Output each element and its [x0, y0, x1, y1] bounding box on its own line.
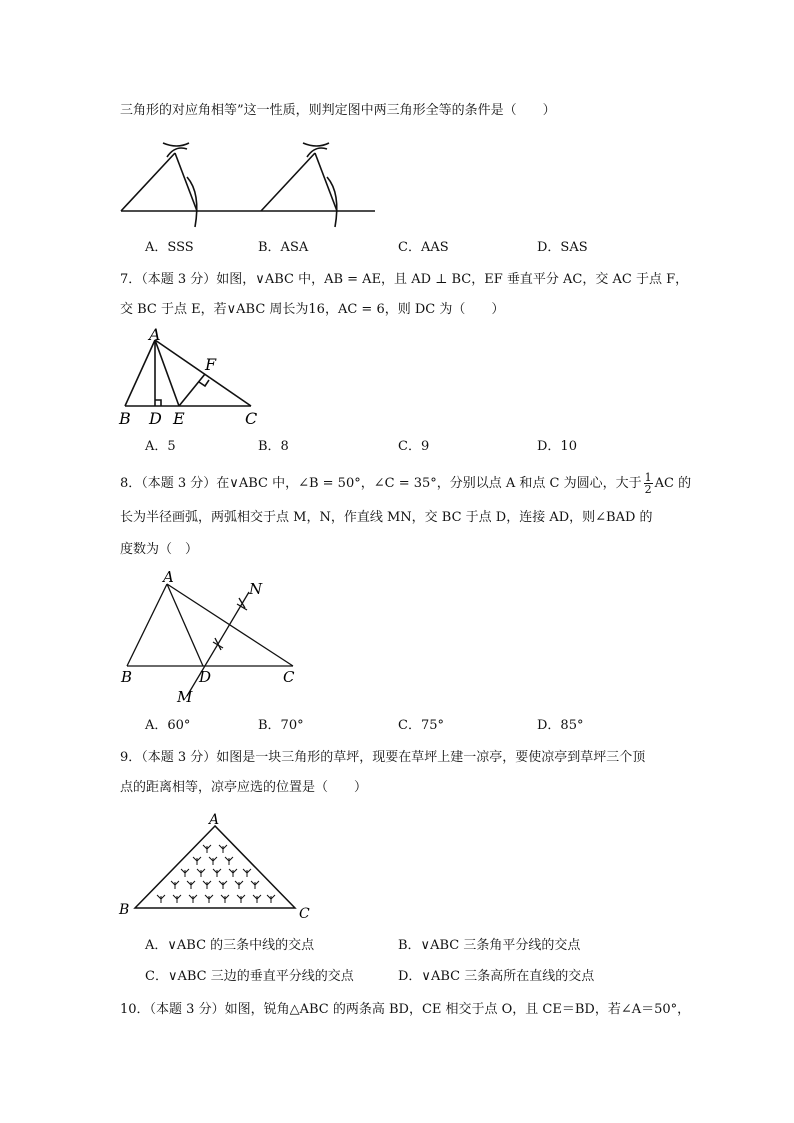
q6-figure: [115, 135, 380, 230]
q9-stem-line2: 点的距离相等，凉亭应选的位置是（ ）: [120, 780, 368, 795]
q7-stem-line1: 7．（本题 3 分）如图，∨ABC 中，AB = AE，且 AD ⊥ BC，EF 垂直平分 AC，交 AC 于点 F，: [120, 272, 689, 287]
q8-label-n: N: [249, 580, 263, 598]
q8-label-d: D: [199, 668, 212, 686]
q8-option-b: B．70°: [258, 718, 304, 733]
q7-stem-line2: 交 BC 于点 E，若∨ABC 周长为16，AC = 6，则 DC 为（ ）: [120, 302, 505, 317]
q9-option-a: A．∨ABC 的三条中线的交点: [145, 938, 315, 953]
q8-fraction: [644, 472, 653, 495]
q9-option-d: D．∨ABC 三条高所在直线的交点: [398, 969, 595, 984]
q9-option-b: B．∨ABC 三条角平分线的交点: [398, 938, 581, 953]
grass-tuft-icon: [213, 869, 221, 877]
grass-tuft-icon: [203, 845, 211, 853]
q8-figure: [115, 568, 305, 706]
q8-stem-line1: [120, 472, 691, 495]
grass-tuft-icon: [237, 895, 245, 903]
grass-tuft-icon: [203, 881, 211, 889]
grass-tuft-icon: [157, 895, 165, 903]
grass-tuft-icon: [193, 857, 201, 865]
q7-label-b: B: [119, 409, 131, 428]
q8-stem-line3: 度数为（ ）: [120, 542, 199, 557]
q7-label-e: E: [173, 409, 185, 428]
grass-tuft-icon: [221, 895, 229, 903]
q7-option-d: D．10: [537, 439, 577, 454]
q7-option-a: A．5: [145, 439, 176, 454]
q9-stem-line1: 9．（本题 3 分）如图是一块三角形的草坪，现要在草坪上建一凉亭，要使凉亭到草坪三个顶: [120, 750, 646, 765]
q8-label-c: C: [283, 668, 295, 686]
q7-label-c: C: [245, 409, 258, 428]
grass-tuft-icon: [225, 857, 233, 865]
q6-option-a: A．SSS: [145, 240, 194, 255]
q6-option-d: D．SAS: [537, 240, 588, 255]
q7-option-c: C．9: [398, 439, 430, 454]
grass-tuft-icon: [253, 895, 261, 903]
q7-label-a: A: [149, 325, 161, 344]
q8-fraction-num: 1: [644, 471, 652, 484]
q8-option-a: A．60°: [145, 718, 191, 733]
q8-stem-line1-post: AC 的: [654, 476, 692, 491]
q9-figure: [115, 810, 315, 922]
grass-tuft-icon: [219, 845, 227, 853]
q9-label-b: B: [119, 902, 130, 918]
grass-tuft-icon: [181, 869, 189, 877]
q6-option-b: B．ASA: [258, 240, 309, 255]
q8-option-d: D．85°: [537, 718, 584, 733]
q6-option-c: C．AAS: [398, 240, 449, 255]
q7-label-d: D: [149, 409, 162, 428]
q8-option-c: C．75°: [398, 718, 444, 733]
q9-option-c: C．∨ABC 三边的垂直平分线的交点: [145, 969, 354, 984]
grass-tuft-icon: [229, 869, 237, 877]
q9-label-c: C: [299, 906, 310, 922]
q8-stem-line1-pre: 8．（本题 3 分）在∨ABC 中，∠B = 50°，∠C = 35°，分别以点 A 和点 C 为圆心，大于: [120, 476, 642, 491]
q7-label-f: F: [205, 355, 217, 374]
q8-label-b: B: [121, 668, 133, 686]
grass-tuft-icon: [171, 881, 179, 889]
grass-tuft-icon: [267, 895, 275, 903]
q6-stem-tail: 三角形的对应角相等”这一性质，则判定图中两三角形全等的条件是（ ）: [120, 103, 556, 118]
q8-label-m: M: [177, 688, 193, 706]
grass-tuft-icon: [243, 869, 251, 877]
q7-option-b: B．8: [258, 439, 289, 454]
grass-tuft-icon: [251, 881, 259, 889]
grass-tuft-icon: [187, 881, 195, 889]
grass-tuft-icon: [197, 869, 205, 877]
grass-tuft-icon: [189, 895, 197, 903]
grass-tuft-icon: [209, 857, 217, 865]
grass-tuft-icon: [235, 881, 243, 889]
q7-figure: [115, 325, 275, 428]
q8-stem-line2: 长为半径画弧，两弧相交于点 M，N，作直线 MN，交 BC 于点 D，连接 AD，则∠BAD 的: [120, 510, 653, 525]
q9-grass-pattern: [157, 845, 275, 903]
q8-fraction-den: 2: [644, 483, 652, 496]
grass-tuft-icon: [219, 881, 227, 889]
grass-tuft-icon: [173, 895, 181, 903]
grass-tuft-icon: [205, 895, 213, 903]
q9-label-a: A: [209, 812, 220, 828]
q8-label-a: A: [163, 568, 174, 586]
q10-stem-line1: 10．（本题 3 分）如图，锐角△ABC 的两条高 BD，CE 相交于点 O，且 CE＝BD，若∠A＝50°，: [120, 1002, 691, 1017]
